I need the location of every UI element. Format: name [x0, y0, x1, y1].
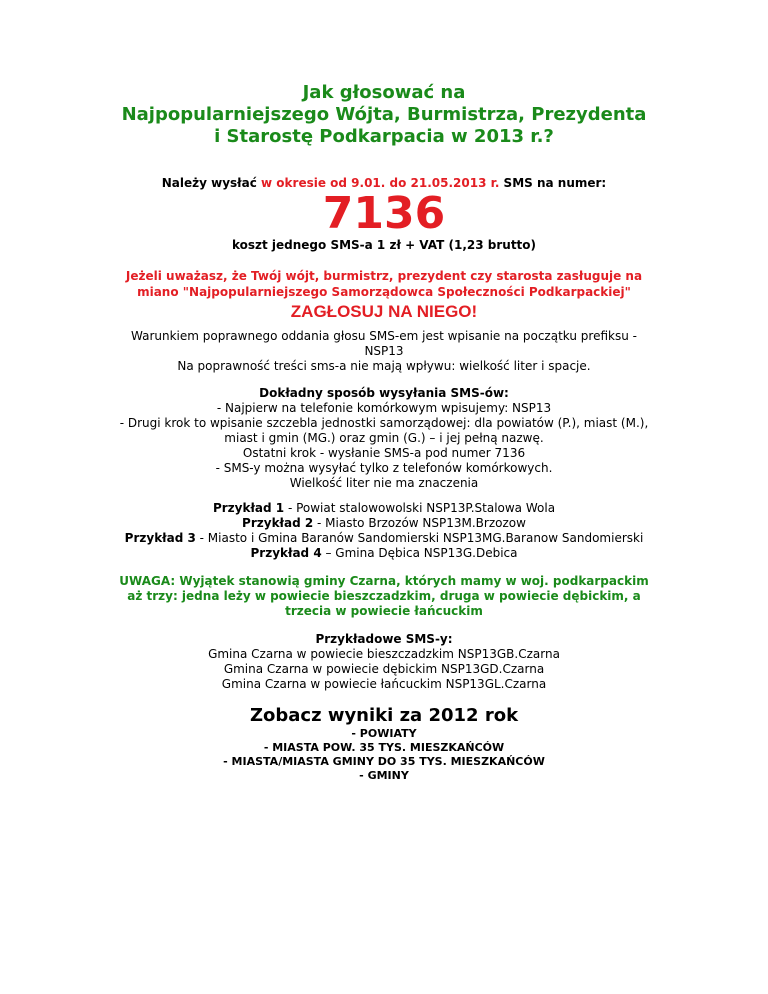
example-label: Przykład 3 [124, 531, 196, 545]
method-line: Ostatni krok - wysłanie SMS-a pod numer 7136 [242, 446, 526, 460]
example-text: – Gmina Dębica NSP13G.Debica [321, 546, 518, 560]
conditions-line-1: Warunkiem poprawnego oddania głosu SMS-em jest wpisanie na początku prefiksu - [131, 329, 637, 343]
examples-block [50, 501, 718, 561]
sms-cost: koszt jednego SMS-a 1 zł + VAT (1,23 brutto) [231, 238, 537, 252]
conditions-line-2: NSP13 [364, 344, 404, 358]
method-line: - Drugi krok to wpisanie szczebla jednostki samorządowej: dla powiatów (P.), miast (M.), [119, 416, 649, 430]
results-link-powiaty[interactable]: - POWIATY [351, 727, 417, 740]
vote-call: ZAGŁOSUJ NA NIEGO! [290, 302, 478, 321]
title-line-2: Najpopularniejszego Wójta, Burmistrza, Prezydenta [121, 104, 647, 125]
method-line: - Najpierw na telefonie komórkowym wpisujemy: NSP13 [216, 401, 552, 415]
results-link-gminy[interactable]: - GMINY [359, 769, 409, 782]
results-link-miasta-gminy-do-35[interactable]: - MIASTA/MIASTA GMINY DO 35 TYS. MIESZKAŃCÓW [223, 755, 545, 768]
example-text: - Miasto Brzozów NSP13M.Brzozow [313, 516, 526, 530]
vote-line-1: Jeżeli uważasz, że Twój wójt, burmistrz, prezydent czy starosta zasługuje na [125, 269, 643, 283]
title-line-3: i Starostę Podkarpacia w 2013 r.? [214, 126, 554, 147]
warning-line-1: UWAGA: Wyjątek stanowią gminy Czarna, których mamy w woj. podkarpackim [119, 574, 649, 588]
example-item [50, 546, 718, 561]
example-text: - Powiat stalowowolski NSP13P.Stalowa Wola [284, 501, 556, 515]
send-suffix: SMS na numer: [499, 176, 607, 190]
example-item [50, 516, 718, 531]
warning-note [0, 574, 768, 619]
results-links [0, 727, 768, 783]
conditions-line-3: Na poprawność treści sms-a nie mają wpływu: wielkość liter i spacje. [177, 359, 591, 373]
sms-example-line: Gmina Czarna w powiecie dębickim NSP13GD.Czarna [223, 662, 545, 676]
example-label: Przykład 4 [250, 546, 322, 560]
page-title [0, 82, 768, 148]
results-link-miasta-pow-35[interactable]: - MIASTA POW. 35 TYS. MIESZKAŃCÓW [263, 741, 505, 754]
warning-line-3: trzecia w powiecie łańcuckim [285, 604, 483, 618]
sms-examples-heading: Przykładowe SMS-y: [315, 632, 453, 646]
method-heading: Dokładny sposób wysyłania SMS-ów: [259, 386, 509, 400]
vote-appeal [0, 268, 768, 323]
method-line: miast i gmin (MG.) oraz gmin (G.) – i jej pełną nazwę. [224, 431, 544, 445]
example-label: Przykład 1 [212, 501, 285, 515]
send-period: w okresie od 9.01. do 21.05.2013 r. [261, 176, 500, 190]
vote-line-2: miano "Najpopularniejszego Samorządowca Społeczności Podkarpackiej" [137, 285, 631, 299]
example-item [50, 531, 718, 546]
sms-number: 7136 [322, 188, 446, 239]
example-item [50, 501, 718, 516]
send-prefix: Należy wysłać [161, 176, 262, 190]
method-line: - SMS-y można wysyłać tylko z telefonów komórkowych. [215, 461, 553, 475]
sms-example-line: Gmina Czarna w powiecie łańcuckim NSP13GL.Czarna [221, 677, 547, 691]
method-line: Wielkość liter nie ma znaczenia [289, 476, 479, 490]
example-text: - Miasto i Gmina Baranów Sandomierski NSP13MG.Baranow Sandomierski [195, 531, 644, 545]
conditions-block [70, 329, 698, 374]
method-block [50, 386, 718, 491]
example-label: Przykład 2 [242, 516, 314, 530]
sms-examples-block [70, 632, 698, 692]
sms-example-line: Gmina Czarna w powiecie bieszczadzkim NSP13GB.Czarna [208, 647, 560, 661]
results-heading: Zobacz wyniki za 2012 rok [249, 705, 519, 726]
warning-line-2: aż trzy: jedna leży w powiecie bieszczadzkim, druga w powiecie dębickim, a [127, 589, 641, 603]
title-line-1: Jak głosować na [302, 82, 466, 103]
